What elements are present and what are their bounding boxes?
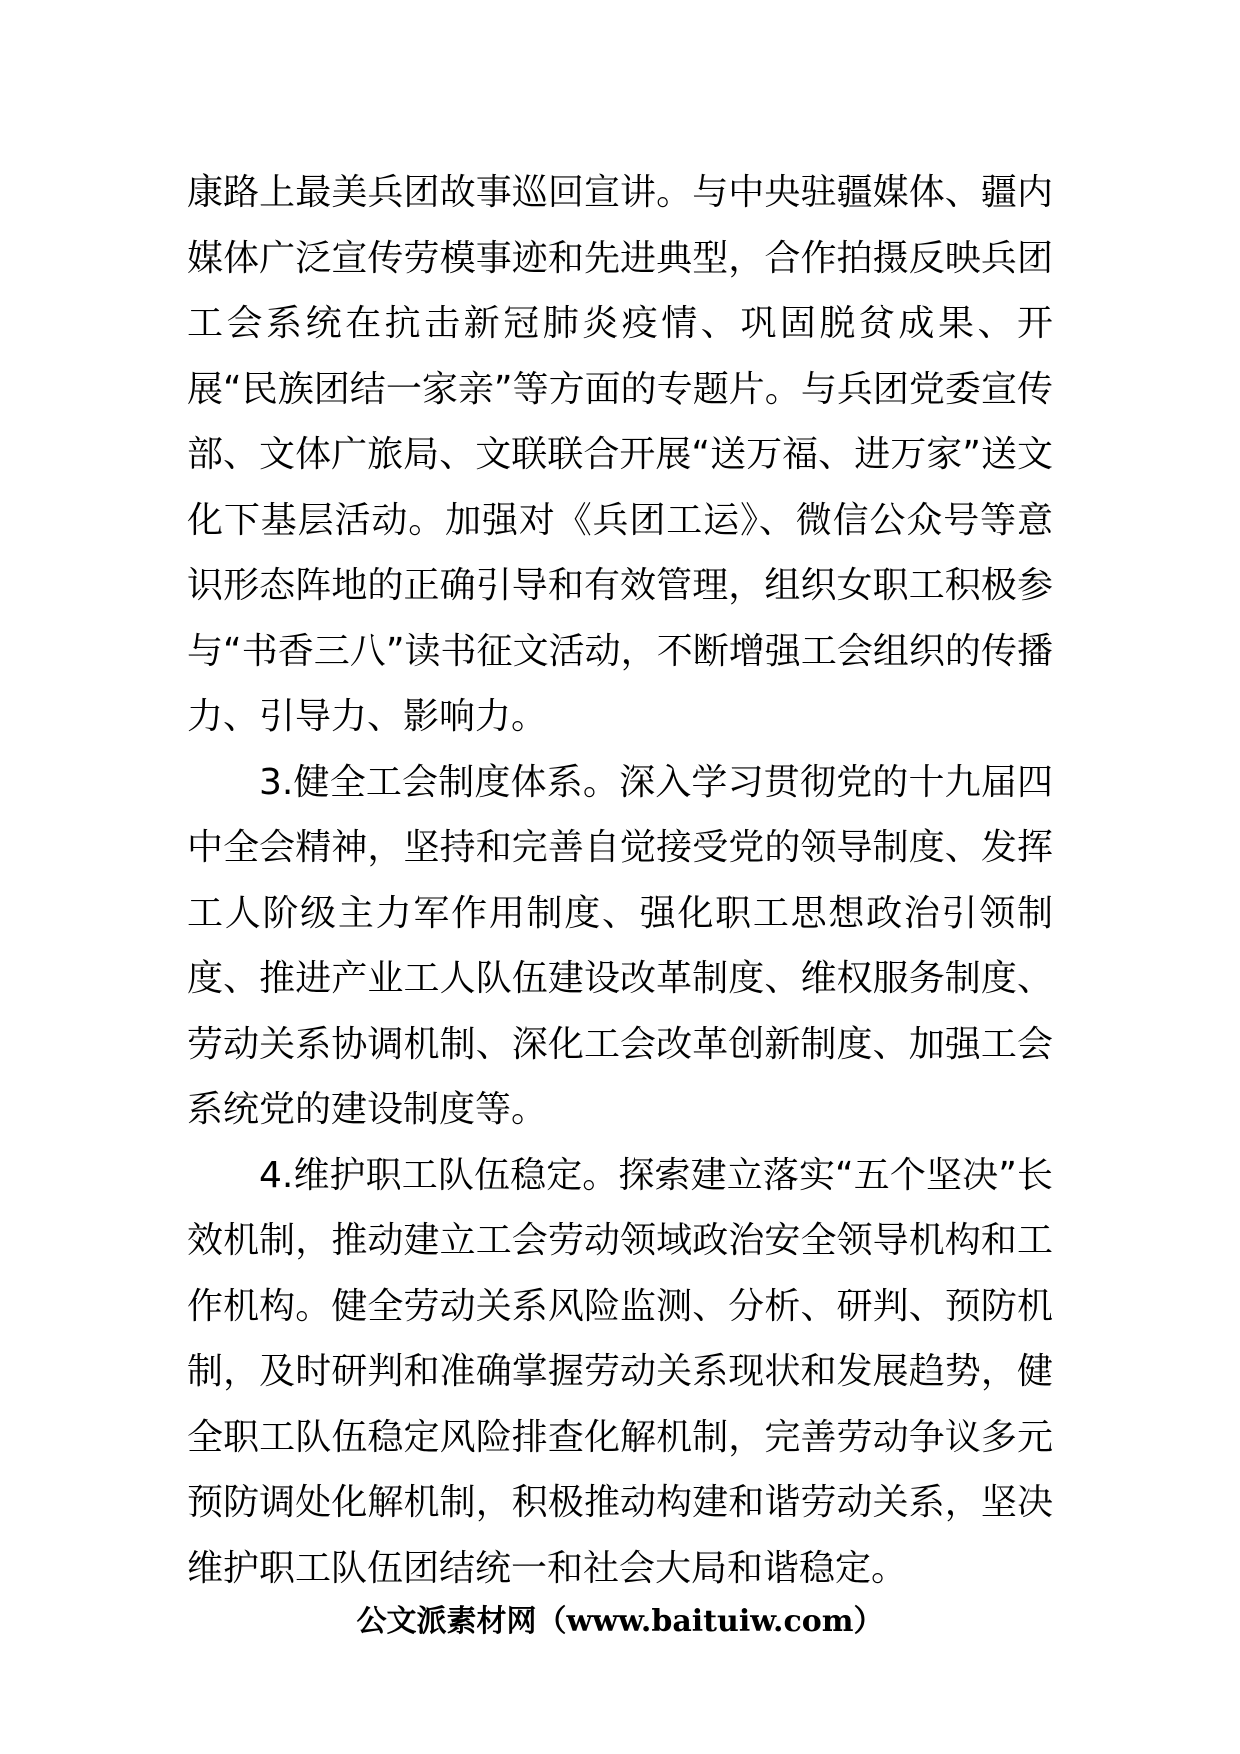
page-footer-watermark: 公文派素材网（www.baituiw.com） (356, 1604, 884, 1639)
paragraph-section-4: 4.维护职工队伍稳定。探索建立落实“五个坚决”长效机制，推动建立工会劳动领域政治安全领导机构和工作机构。健全劳动关系风险监测、分析、研判、预防机制，及时研判和准确掌握劳动关系现状和发展趋势，健全职工队伍稳定风险排查化解机制，完善劳动争议多元预防调处化解机制，积极推动构建和谐劳动关系，坚决维护职工队伍团结统一和社会大局和谐稳定。 (187, 1154, 1053, 1589)
paragraph-continuation: 康路上最美兵团故事巡回宣讲。与中央驻疆媒体、疆内媒体广泛宣传劳模事迹和先进典型，合作拍摄反映兵团工会系统在抗击新冠肺炎疫情、巩固脱贫成果、开展“民族团结一家亲”等方面的专题片。与兵团党委宣传部、文体广旅局、文联联合开展“送万福、进万家”送文化下基层活动。加强对《兵团工运》、微信公众号等意识形态阵地的正确引导和有效管理，组织女职工积极参与“书香三八”读书征文活动，不断增强工会组织的传播力、引导力、影响力。 (187, 172, 1053, 737)
paragraph-section-3: 3.健全工会制度体系。深入学习贯彻党的十九届四中全会精神，坚持和完善自觉接受党的领导制度、发挥工人阶级主力军作用制度、强化职工思想政治引领制度、推进产业工人队伍建设改革制度、维权服务制度、劳动关系协调机制、深化工会改革创新制度、加强工会系统党的建设制度等。 (187, 761, 1053, 1130)
document-body (187, 160, 1053, 1601)
